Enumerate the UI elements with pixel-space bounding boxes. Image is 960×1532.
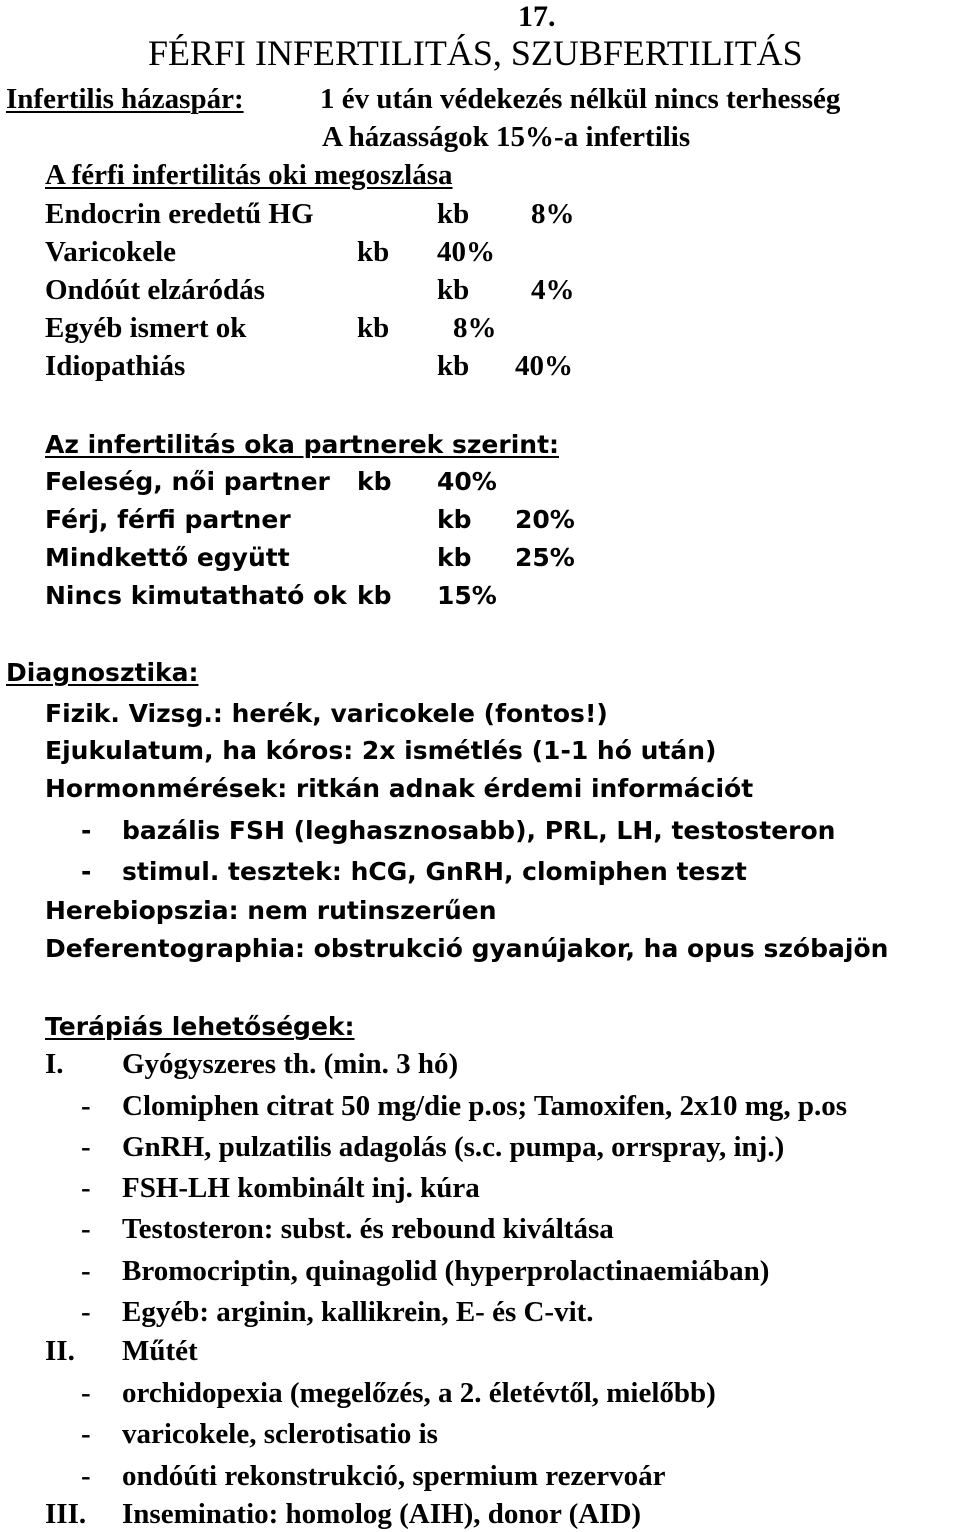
list-bullet: - [81, 816, 92, 845]
list-bullet: - [81, 1131, 91, 1163]
list-bullet: - [81, 1172, 91, 1204]
list-bullet: - [81, 1213, 91, 1245]
diagnostics-line: Deferentographia: obstrukció gyanújakor, ha opus szóbajön [45, 934, 889, 963]
cause-value: 8% [453, 312, 497, 344]
diagnostics-line: Ejukulatum, ha kóros: 2x ismétlés (1-1 hó után) [45, 736, 717, 765]
diagnostics-line: Hormonmérések: ritkán adnak érdemi információt [45, 774, 754, 803]
section-title: Gyógyszeres th. (min. 3 hó) [122, 1048, 459, 1080]
page-number: 17. [518, 0, 556, 33]
list-bullet: - [81, 1377, 91, 1409]
intro-label: Infertilis házaspár: [6, 83, 244, 115]
diagnostics-heading: Diagnosztika: [6, 658, 199, 687]
list-bullet: - [81, 1090, 91, 1122]
list-bullet: - [81, 1460, 91, 1492]
partner-kb: kb [437, 543, 472, 572]
therapy-item: varicokele, sclerotisatio is [122, 1418, 438, 1450]
list-bullet: - [81, 1418, 91, 1450]
therapy-item: orchidopexia (megelőzés, a 2. életévtől, mielőbb) [122, 1377, 716, 1409]
partner-value: 25% [515, 543, 575, 572]
cause-value: 8% [531, 198, 575, 230]
partner-value: 40% [437, 467, 497, 496]
therapy-heading: Terápiás lehetőségek: [45, 1012, 355, 1041]
cause-name: Ondóút elzáródás [45, 274, 265, 306]
therapy-item: Egyéb: arginin, kallikrein, E- és C-vit. [122, 1296, 594, 1328]
therapy-item: GnRH, pulzatilis adagolás (s.c. pumpa, orrspray, inj.) [122, 1131, 785, 1163]
therapy-item: Clomiphen citrat 50 mg/die p.os; Tamoxifen, 2x10 mg, p.os [122, 1090, 848, 1122]
cause-kb: kb [437, 274, 470, 306]
cause-name: Endocrin eredetű HG [45, 198, 314, 230]
section-title: Műtét [122, 1335, 198, 1367]
cause-name: Varicokele [45, 236, 177, 268]
list-bullet: - [81, 1296, 91, 1328]
cause-kb: kb [437, 198, 470, 230]
section-title: Inseminatio: homolog (AIH), donor (AID) [122, 1498, 642, 1530]
page-title: FÉRFI INFERTILITÁS, SZUBFERTILITÁS [148, 33, 803, 73]
partner-name: Mindkettő együtt [45, 543, 290, 572]
cause-name: Idiopathiás [45, 350, 186, 382]
intro-line-1: 1 év után védekezés nélkül nincs terhesség [320, 83, 841, 115]
partner-kb: kb [357, 581, 392, 610]
partner-value: 15% [437, 581, 497, 610]
therapy-item: Testosteron: subst. és rebound kiváltása [122, 1213, 614, 1245]
partner-name: Feleség, női partner [45, 467, 330, 496]
hormone-item: stimul. tesztek: hCG, GnRH, clomiphen teszt [122, 857, 747, 886]
cause-name: Egyéb ismert ok [45, 312, 247, 344]
cause-kb: kb [357, 236, 390, 268]
partners-heading: Az infertilitás oka partnerek szerint: [45, 430, 560, 459]
partner-name: Férj, férfi partner [45, 505, 291, 534]
section-numeral: III. [45, 1498, 87, 1530]
therapy-item: ondóúti rekonstrukció, spermium rezervoár [122, 1460, 666, 1492]
list-bullet: - [81, 1255, 91, 1287]
partner-kb: kb [437, 505, 472, 534]
causes-heading: A férfi infertilitás oki megoszlása [45, 159, 453, 191]
list-bullet: - [81, 857, 92, 886]
diagnostics-line: Herebiopszia: nem rutinszerűen [45, 896, 497, 925]
partner-name: Nincs kimutatható ok [45, 581, 347, 610]
diagnostics-line: Fizik. Vizsg.: herék, varicokele (fontos!) [45, 699, 608, 728]
partner-value: 20% [515, 505, 575, 534]
cause-value: 4% [531, 274, 575, 306]
cause-value: 40% [515, 350, 573, 382]
therapy-item: FSH-LH kombinált inj. kúra [122, 1172, 480, 1204]
therapy-item: Bromocriptin, quinagolid (hyperprolactinaemiában) [122, 1255, 770, 1287]
cause-kb: kb [357, 312, 390, 344]
section-numeral: II. [45, 1335, 75, 1367]
cause-value: 40% [437, 236, 495, 268]
intro-line-2: A házasságok 15%-a infertilis [322, 121, 691, 153]
cause-kb: kb [437, 350, 470, 382]
hormone-item: bazális FSH (leghasznosabb), PRL, LH, testosteron [122, 816, 836, 845]
section-numeral: I. [45, 1048, 64, 1080]
partner-kb: kb [357, 467, 392, 496]
